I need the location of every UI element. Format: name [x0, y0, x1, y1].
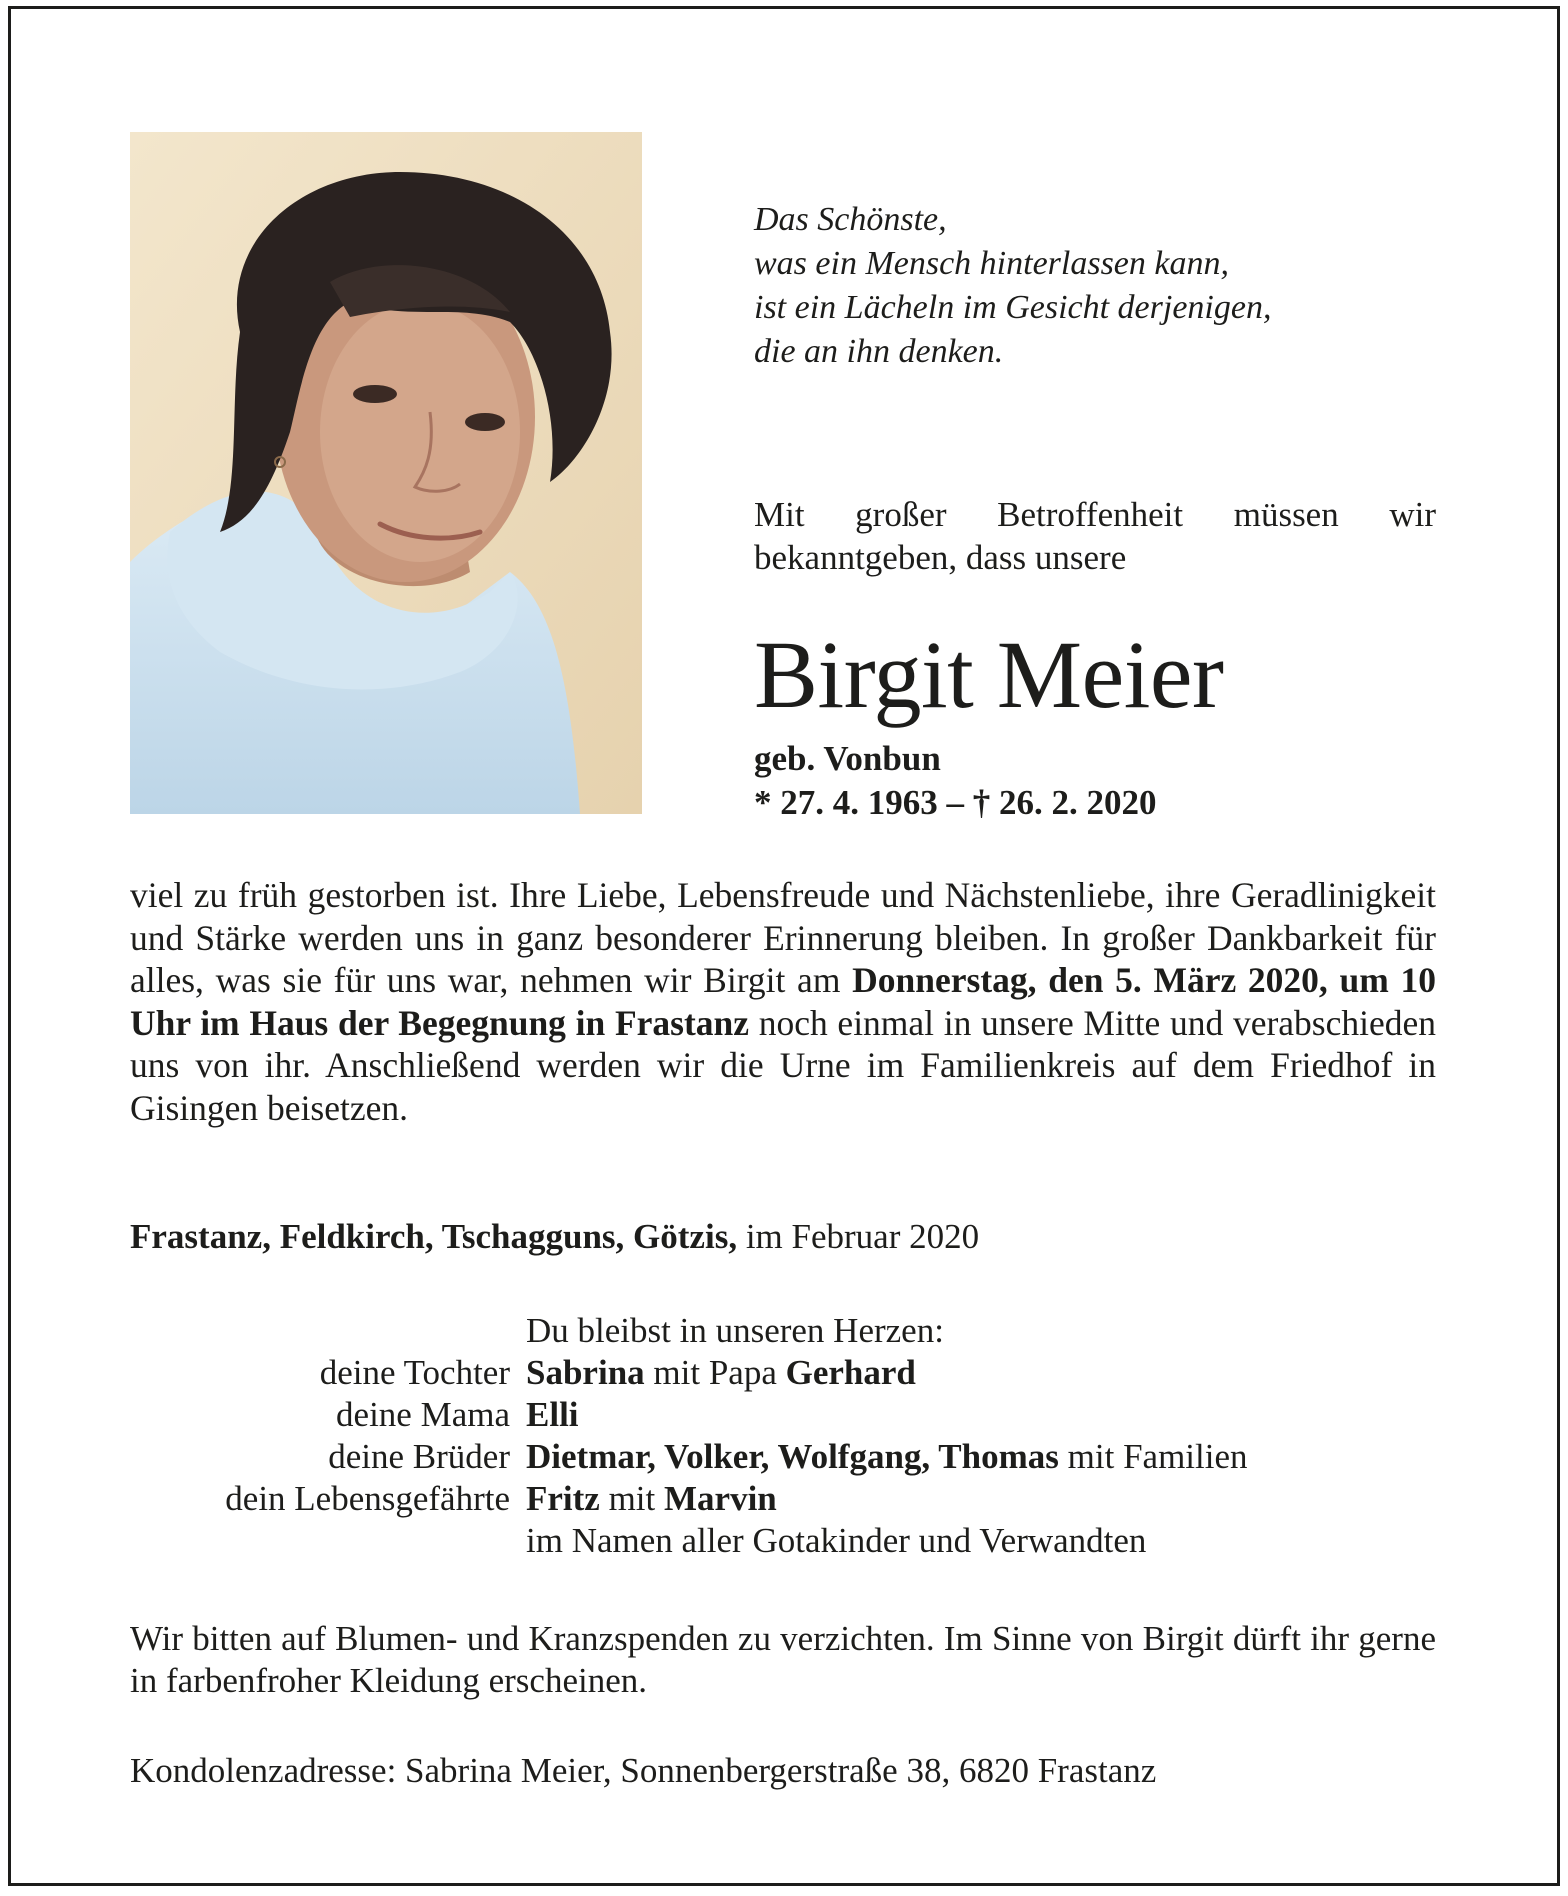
- announcement-intro: Mit großer Betroffenheit müssen wir bekanntgeben, dass unsere: [754, 495, 1436, 577]
- quote-line: die an ihn denken.: [754, 333, 1004, 370]
- mourners-heading: Du bleibst in unseren Herzen:: [526, 1311, 944, 1350]
- condolence-address: Kondolenzadresse: Sabrina Meier, Sonnenbergerstraße 38, 6820 Frastanz: [130, 1751, 1157, 1790]
- mourner-name: Sabrina: [526, 1353, 645, 1392]
- mourner-row: [130, 1394, 1440, 1436]
- date-separator: –: [937, 783, 973, 822]
- mourner-name: Elli: [526, 1395, 579, 1434]
- issue-date: im Februar 2020: [737, 1217, 980, 1256]
- body-text-part: noch einmal in unsere Mitte und verabschieden uns von ihr. Anschließend werden wir die Urne im Familienkreis auf dem Friedhof in Gisingen beisetzen.: [130, 1002, 1436, 1128]
- mourner-connector: mit Papa: [644, 1353, 786, 1392]
- mourner-name: Gerhard: [785, 1353, 916, 1392]
- portrait-photo: [130, 132, 642, 814]
- death-date: † 26. 2. 2020: [972, 783, 1157, 822]
- mourner-connector: mit Familien: [1058, 1437, 1248, 1476]
- mourner-row: [130, 1352, 1440, 1394]
- quote-line: ist ein Lächeln im Gesicht derjenigen,: [754, 289, 1272, 326]
- towns: Frastanz, Feldkirch, Tschagguns, Götzis,: [130, 1217, 738, 1256]
- mourner-name: Dietmar, Volker, Wolfgang, Thomas: [526, 1437, 1059, 1476]
- mourners-footer: im Namen aller Gotakinder und Verwandten: [526, 1521, 1147, 1560]
- mourner-role: deine Tochter: [319, 1353, 510, 1392]
- body-text-part: viel zu früh gestorben ist. Ihre Liebe, Lebensfreude und Nächstenliebe, ihre Geradlinigkeit und Stärke werden uns in ganz besonderer Erinnerung bleiben. In großer Dankbarkeit für alles, was sie für uns war, nehmen wir Birgit am: [130, 875, 1436, 1001]
- quote-line: Das Schönste,: [754, 201, 947, 238]
- portrait-illustration: [130, 132, 642, 814]
- mourner-role: dein Lebensgefährte: [225, 1479, 510, 1518]
- life-dates: [754, 782, 1157, 824]
- mourner-role: deine Mama: [336, 1395, 510, 1434]
- mourner-connector: mit: [599, 1479, 665, 1518]
- funeral-event: Donnerstag, den 5. März 2020, um 10 Uhr im Haus der Begegnung in Frastanz: [130, 960, 1436, 1043]
- place-date-line: [130, 1216, 979, 1258]
- flower-request: Wir bitten auf Blumen- und Kranzspenden zu verzichten. Im Sinne von Birgit dürft ihr gerne in farbenfroher Kleidung erscheinen.: [130, 1619, 1436, 1700]
- maiden-name: geb. Vonbun: [754, 739, 941, 778]
- obituary-body: [130, 874, 1436, 1130]
- mourners-heading-row: [130, 1310, 1440, 1352]
- mourner-name: Fritz: [526, 1479, 600, 1518]
- mourner-name: Marvin: [664, 1479, 777, 1518]
- mourner-row: [130, 1436, 1440, 1478]
- mourners-list: [130, 1310, 1440, 1562]
- deceased-name: Birgit Meier: [754, 621, 1224, 728]
- quote-line: was ein Mensch hinterlassen kann,: [754, 245, 1229, 282]
- mourner-row: [130, 1478, 1440, 1520]
- mourner-role: deine Brüder: [328, 1437, 510, 1476]
- memorial-quote: [754, 198, 1454, 374]
- birth-date: * 27. 4. 1963: [754, 783, 938, 822]
- mourners-footer-row: [130, 1520, 1440, 1562]
